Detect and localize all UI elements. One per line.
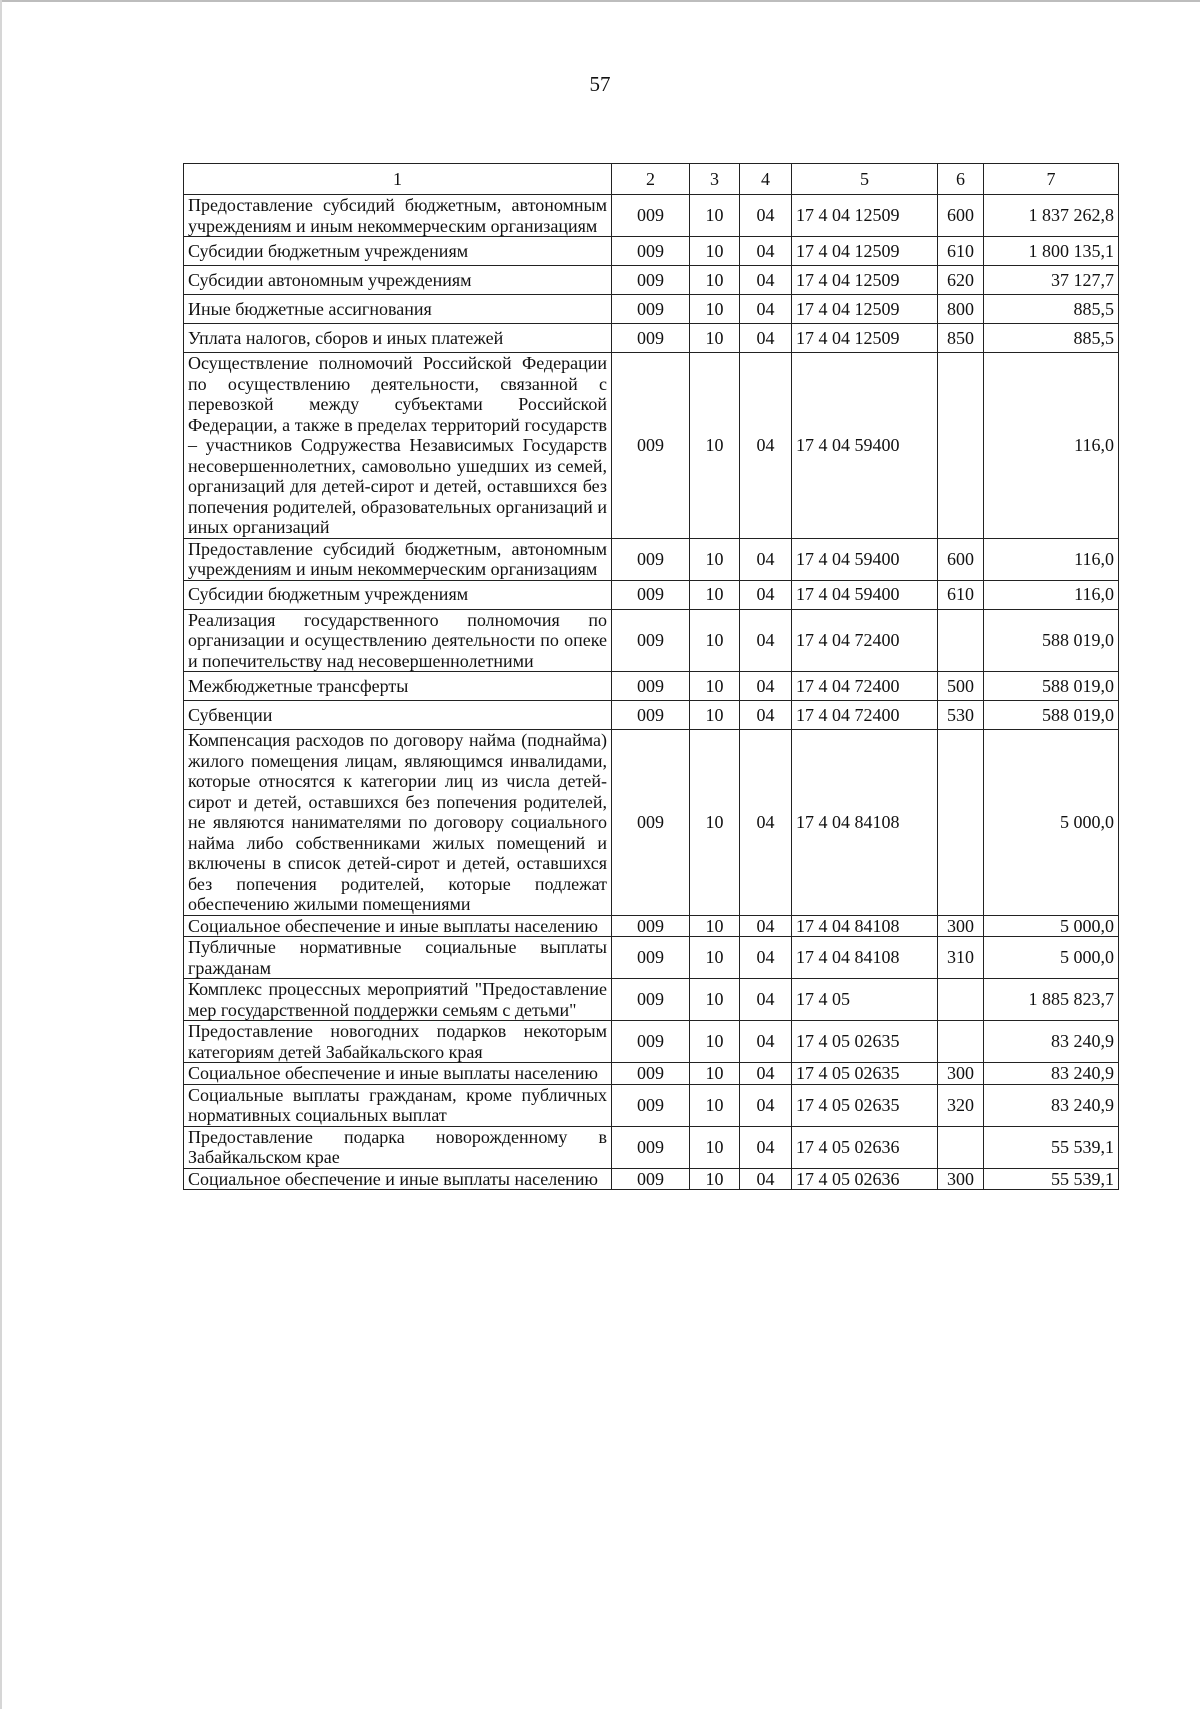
table-row	[184, 701, 1119, 730]
cell-name: Социальные выплаты гражданам, кроме публичных нормативных социальных выплат	[184, 1084, 612, 1126]
cell-name: Реализация государственного полномочия по организации и осуществлению деятельности по опеке и попечительству над несовершеннолетними	[184, 609, 612, 672]
cell-col2: 009	[612, 353, 690, 539]
cell-col5: 17 4 04 84108	[792, 730, 938, 916]
table-row	[184, 730, 1119, 916]
cell-name: Предоставление субсидий бюджетным, автономным учреждениям и иным некоммерческим организациям	[184, 195, 612, 237]
cell-col5: 17 4 05 02635	[792, 1084, 938, 1126]
cell-col4: 04	[740, 915, 792, 937]
cell-col7: 55 539,1	[984, 1168, 1119, 1190]
cell-col5: 17 4 05 02635	[792, 1063, 938, 1085]
cell-col2: 009	[612, 937, 690, 979]
table-row	[184, 266, 1119, 295]
cell-col4: 04	[740, 538, 792, 580]
cell-col7: 83 240,9	[984, 1084, 1119, 1126]
cell-col5: 17 4 04 12509	[792, 266, 938, 295]
cell-col4: 04	[740, 237, 792, 266]
cell-col2: 009	[612, 1021, 690, 1063]
cell-name: Социальное обеспечение и иные выплаты населению	[184, 1168, 612, 1190]
cell-name: Комплекс процессных мероприятий "Предоставление мер государственной поддержки семьям с детьми"	[184, 979, 612, 1021]
cell-col6: 500	[938, 672, 984, 701]
cell-col4: 04	[740, 1021, 792, 1063]
table-row	[184, 609, 1119, 672]
cell-col3: 10	[690, 979, 740, 1021]
cell-name: Компенсация расходов по договору найма (поднайма) жилого помещения лицам, являющимся инвалидами, которые относятся к категории лиц из числа детей-сирот и детей, оставшихся без попечения родителей, не являются нанимателями по договору социального найма либо собственниками жилых помещений и включены в список детей-сирот и детей, оставшихся без попечения родителей, которые подлежат обеспечению жилыми помещениями	[184, 730, 612, 916]
cell-col6: 610	[938, 580, 984, 609]
cell-col6: 530	[938, 701, 984, 730]
cell-col6	[938, 1126, 984, 1168]
cell-col7: 885,5	[984, 324, 1119, 353]
cell-col7: 83 240,9	[984, 1063, 1119, 1085]
cell-col3: 10	[690, 1126, 740, 1168]
cell-col2: 009	[612, 538, 690, 580]
cell-name: Социальное обеспечение и иные выплаты населению	[184, 1063, 612, 1085]
cell-col6: 300	[938, 915, 984, 937]
table-header-row	[184, 164, 1119, 195]
cell-col5: 17 4 04 12509	[792, 295, 938, 324]
cell-col5: 17 4 04 12509	[792, 195, 938, 237]
cell-col3: 10	[690, 701, 740, 730]
cell-col6: 300	[938, 1168, 984, 1190]
cell-col3: 10	[690, 266, 740, 295]
cell-col5: 17 4 04 59400	[792, 580, 938, 609]
cell-name: Предоставление субсидий бюджетным, автономным учреждениям и иным некоммерческим организациям	[184, 538, 612, 580]
column-header: 3	[690, 164, 740, 195]
cell-col3: 10	[690, 937, 740, 979]
cell-col4: 04	[740, 580, 792, 609]
cell-col3: 10	[690, 538, 740, 580]
cell-col7: 885,5	[984, 295, 1119, 324]
cell-col3: 10	[690, 1084, 740, 1126]
cell-name: Уплата налогов, сборов и иных платежей	[184, 324, 612, 353]
table-row	[184, 353, 1119, 539]
column-header: 6	[938, 164, 984, 195]
cell-col4: 04	[740, 1126, 792, 1168]
table-row	[184, 1168, 1119, 1190]
cell-col5: 17 4 05 02636	[792, 1168, 938, 1190]
scan-edge-left	[0, 0, 2, 1709]
cell-col5: 17 4 04 59400	[792, 538, 938, 580]
table-row	[184, 1063, 1119, 1085]
cell-name: Межбюджетные трансферты	[184, 672, 612, 701]
cell-col2: 009	[612, 730, 690, 916]
cell-col5: 17 4 04 72400	[792, 672, 938, 701]
cell-col2: 009	[612, 1126, 690, 1168]
table-row	[184, 237, 1119, 266]
cell-col7: 588 019,0	[984, 609, 1119, 672]
cell-col7: 588 019,0	[984, 701, 1119, 730]
table-row	[184, 295, 1119, 324]
cell-col6	[938, 979, 984, 1021]
cell-col6: 300	[938, 1063, 984, 1085]
cell-name: Публичные нормативные социальные выплаты гражданам	[184, 937, 612, 979]
cell-col7: 116,0	[984, 538, 1119, 580]
cell-col4: 04	[740, 1084, 792, 1126]
cell-col2: 009	[612, 324, 690, 353]
cell-col6: 600	[938, 195, 984, 237]
cell-name: Субвенции	[184, 701, 612, 730]
cell-col2: 009	[612, 672, 690, 701]
table-row	[184, 1084, 1119, 1126]
cell-col4: 04	[740, 979, 792, 1021]
cell-col7: 83 240,9	[984, 1021, 1119, 1063]
table-row	[184, 915, 1119, 937]
cell-col5: 17 4 04 12509	[792, 237, 938, 266]
cell-col3: 10	[690, 237, 740, 266]
table-row	[184, 195, 1119, 237]
cell-col7: 588 019,0	[984, 672, 1119, 701]
cell-col2: 009	[612, 1063, 690, 1085]
cell-col4: 04	[740, 609, 792, 672]
cell-col5: 17 4 05 02635	[792, 1021, 938, 1063]
column-header: 5	[792, 164, 938, 195]
cell-col6	[938, 609, 984, 672]
cell-col7: 5 000,0	[984, 915, 1119, 937]
cell-col7: 1 837 262,8	[984, 195, 1119, 237]
cell-col4: 04	[740, 1063, 792, 1085]
cell-col6: 320	[938, 1084, 984, 1126]
cell-col3: 10	[690, 295, 740, 324]
cell-col7: 1 885 823,7	[984, 979, 1119, 1021]
cell-col3: 10	[690, 730, 740, 916]
cell-col5: 17 4 04 84108	[792, 937, 938, 979]
cell-col5: 17 4 04 72400	[792, 609, 938, 672]
cell-col4: 04	[740, 266, 792, 295]
cell-col2: 009	[612, 295, 690, 324]
cell-col6	[938, 353, 984, 539]
cell-col4: 04	[740, 730, 792, 916]
cell-name: Предоставление подарка новорожденному в Забайкальском крае	[184, 1126, 612, 1168]
cell-col3: 10	[690, 1168, 740, 1190]
cell-name: Субсидии бюджетным учреждениям	[184, 237, 612, 266]
cell-col7: 1 800 135,1	[984, 237, 1119, 266]
cell-col2: 009	[612, 915, 690, 937]
cell-col4: 04	[740, 701, 792, 730]
cell-name: Социальное обеспечение и иные выплаты населению	[184, 915, 612, 937]
cell-col2: 009	[612, 609, 690, 672]
cell-col2: 009	[612, 1084, 690, 1126]
cell-col5: 17 4 04 59400	[792, 353, 938, 539]
cell-col3: 10	[690, 353, 740, 539]
table-row	[184, 979, 1119, 1021]
table-row	[184, 937, 1119, 979]
column-header: 7	[984, 164, 1119, 195]
cell-col5: 17 4 04 72400	[792, 701, 938, 730]
cell-col6: 600	[938, 538, 984, 580]
cell-col2: 009	[612, 195, 690, 237]
cell-col2: 009	[612, 701, 690, 730]
cell-col2: 009	[612, 237, 690, 266]
cell-col4: 04	[740, 295, 792, 324]
cell-name: Предоставление новогодних подарков некоторым категориям детей Забайкальского края	[184, 1021, 612, 1063]
cell-col3: 10	[690, 324, 740, 353]
column-header: 2	[612, 164, 690, 195]
cell-col6: 620	[938, 266, 984, 295]
cell-col2: 009	[612, 580, 690, 609]
cell-col3: 10	[690, 915, 740, 937]
cell-col7: 116,0	[984, 580, 1119, 609]
page-number: 57	[589, 72, 611, 96]
cell-col7: 37 127,7	[984, 266, 1119, 295]
cell-col7: 5 000,0	[984, 730, 1119, 916]
cell-col7: 5 000,0	[984, 937, 1119, 979]
cell-col6	[938, 1021, 984, 1063]
cell-col6: 800	[938, 295, 984, 324]
cell-col6	[938, 730, 984, 916]
cell-col5: 17 4 04 84108	[792, 915, 938, 937]
cell-col4: 04	[740, 353, 792, 539]
cell-col2: 009	[612, 979, 690, 1021]
cell-col3: 10	[690, 672, 740, 701]
cell-col4: 04	[740, 1168, 792, 1190]
cell-col3: 10	[690, 609, 740, 672]
cell-col3: 10	[690, 195, 740, 237]
budget-table	[183, 163, 1119, 1190]
cell-name: Субсидии бюджетным учреждениям	[184, 580, 612, 609]
cell-col7: 55 539,1	[984, 1126, 1119, 1168]
table-row	[184, 324, 1119, 353]
cell-col4: 04	[740, 195, 792, 237]
cell-col4: 04	[740, 324, 792, 353]
cell-col2: 009	[612, 1168, 690, 1190]
cell-name: Иные бюджетные ассигнования	[184, 295, 612, 324]
cell-col3: 10	[690, 1063, 740, 1085]
cell-col7: 116,0	[984, 353, 1119, 539]
cell-col6: 310	[938, 937, 984, 979]
cell-col3: 10	[690, 1021, 740, 1063]
table-row	[184, 538, 1119, 580]
cell-col4: 04	[740, 937, 792, 979]
table-row	[184, 672, 1119, 701]
cell-col6: 610	[938, 237, 984, 266]
cell-col3: 10	[690, 580, 740, 609]
cell-col6: 850	[938, 324, 984, 353]
table-row	[184, 580, 1119, 609]
table-row	[184, 1126, 1119, 1168]
cell-col5: 17 4 05	[792, 979, 938, 1021]
table-row	[184, 1021, 1119, 1063]
cell-name: Осуществление полномочий Российской Федерации по осуществлению деятельности, связанной с перевозкой между субъектами Российской Федерации, а также в пределах территорий государств – участников Содружества Независимых Государств несовершеннолетних, самовольно ушедших из семей, организаций для детей-сирот и детей, оставшихся без попечения родителей, образовательных организаций и иных организаций	[184, 353, 612, 539]
cell-col4: 04	[740, 672, 792, 701]
cell-col2: 009	[612, 266, 690, 295]
table-body	[184, 195, 1119, 1190]
cell-col5: 17 4 04 12509	[792, 324, 938, 353]
column-header: 1	[184, 164, 612, 195]
cell-col5: 17 4 05 02636	[792, 1126, 938, 1168]
column-header: 4	[740, 164, 792, 195]
cell-name: Субсидии автономным учреждениям	[184, 266, 612, 295]
scan-edge-top	[0, 0, 1200, 2]
